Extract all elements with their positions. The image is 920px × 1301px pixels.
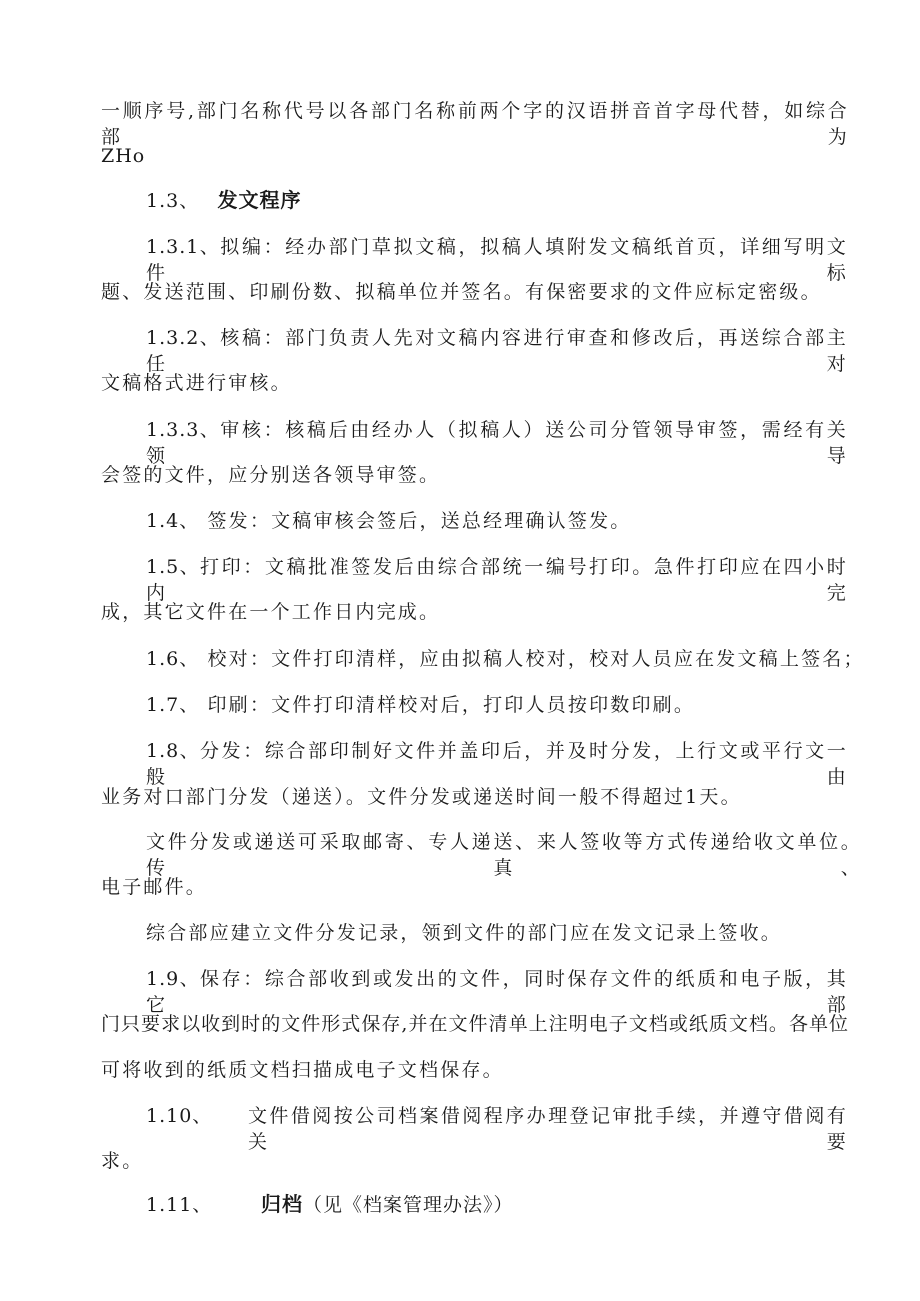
item-text: 分发：综合部印制好文件并盖印后，并及时分发，上行文或平行文一般由 bbox=[146, 740, 848, 788]
item-text: 核稿：部门负责人先对文稿内容进行审查和修改后，再送综合部主任对 bbox=[146, 327, 848, 375]
item-number: 1.4、 bbox=[146, 510, 200, 532]
paragraph-line: 可将收到的纸质文档扫描成电子文档保存。 bbox=[101, 1059, 504, 1081]
paragraph-line: 一顺序号,部门名称代号以各部门名称前两个字的汉语拼音首字母代替，如综合部为 bbox=[101, 100, 849, 148]
paragraph-line: 题、发送范围、印刷份数、拟稿单位并签名。有保密要求的文件应标定密级。 bbox=[101, 281, 822, 303]
item-text: 审核：核稿后由经办人（拟稿人）送公司分管领导审签，需经有关领导 bbox=[146, 419, 848, 467]
paragraph-line bbox=[146, 692, 695, 718]
paragraph-line: 电子邮件。 bbox=[101, 876, 208, 898]
section-heading bbox=[146, 187, 301, 214]
paragraph-line bbox=[146, 1192, 212, 1218]
paragraph-line bbox=[261, 1191, 514, 1218]
item-text: 打印：文稿批准签发后由综合部统一编号打印。急件打印应在四小时内完 bbox=[146, 556, 848, 604]
paragraph-line bbox=[146, 508, 631, 534]
paragraph-line: 会签的文件，应分别送各领导审签。 bbox=[101, 464, 441, 486]
paragraph-line: 文件借阅按公司档案借阅程序办理登记审批手续，并遵守借阅有关要 bbox=[248, 1105, 848, 1153]
paragraph-line bbox=[146, 646, 865, 672]
item-number: 1.10、 bbox=[146, 1105, 213, 1127]
paragraph-line: 文稿格式进行审核。 bbox=[101, 372, 292, 394]
item-text: 印刷：文件打印清样校对后，打印人员按印数印刷。 bbox=[207, 694, 696, 716]
paragraph-line: 求。 bbox=[101, 1150, 144, 1172]
paragraph-line: 业务对口部门分发（递送）。文件分发或递送时间一般不得超过1天。 bbox=[101, 786, 742, 808]
item-text: 拟编：经办部门草拟文稿，拟稿人填附发文稿纸首页，详细写明文件标 bbox=[146, 236, 848, 284]
paragraph-line bbox=[146, 554, 848, 604]
item-number: 1.9、 bbox=[146, 968, 201, 990]
item-number: 1.11、 bbox=[146, 1194, 213, 1216]
paragraph-line: 综合部应建立文件分发记录，领到文件的部门应在发文记录上签收。 bbox=[146, 922, 783, 944]
paragraph-line: 成，其它文件在一个工作日内完成。 bbox=[101, 601, 441, 623]
item-text: （见《档案管理办法》） bbox=[303, 1194, 514, 1216]
item-number: 1.5、 bbox=[146, 556, 201, 578]
paragraph-line bbox=[146, 234, 848, 284]
item-text: 校对：文件打印清样，应由拟稿人校对，校对人员应在发文稿上签名； bbox=[207, 648, 865, 670]
section-number: 1.3、 bbox=[146, 190, 200, 212]
paragraph-line bbox=[146, 325, 848, 375]
paragraph-line: 文件分发或递送可采取邮寄、专人递送、来人签收等方式传递给收文单位。传真、 bbox=[146, 831, 862, 879]
paragraph-line bbox=[146, 417, 848, 467]
paragraph-line bbox=[146, 966, 848, 1016]
item-number: 1.7、 bbox=[146, 694, 200, 716]
item-number: 1.3.1、 bbox=[146, 236, 221, 258]
paragraph-line: 门只要求以收到时的文件形式保存,并在文件清单上注明电子文档或纸质文档。各单位 bbox=[101, 1013, 849, 1035]
section-title: 发文程序 bbox=[217, 188, 302, 212]
item-text: 保存：综合部收到或发出的文件，同时保存文件的纸质和电子版，其它部 bbox=[146, 968, 848, 1016]
item-number: 1.6、 bbox=[146, 648, 200, 670]
item-number: 1.8、 bbox=[146, 740, 201, 762]
item-number: 1.3.2、 bbox=[146, 327, 221, 349]
item-number: 1.3.3、 bbox=[146, 419, 221, 441]
paragraph-line bbox=[146, 1103, 212, 1129]
paragraph-line bbox=[146, 738, 848, 788]
item-text: 签发：文稿审核会签后，送总经理确认签发。 bbox=[207, 510, 632, 532]
paragraph-line: ZHo bbox=[101, 145, 146, 167]
section-title: 归档 bbox=[261, 1192, 303, 1216]
